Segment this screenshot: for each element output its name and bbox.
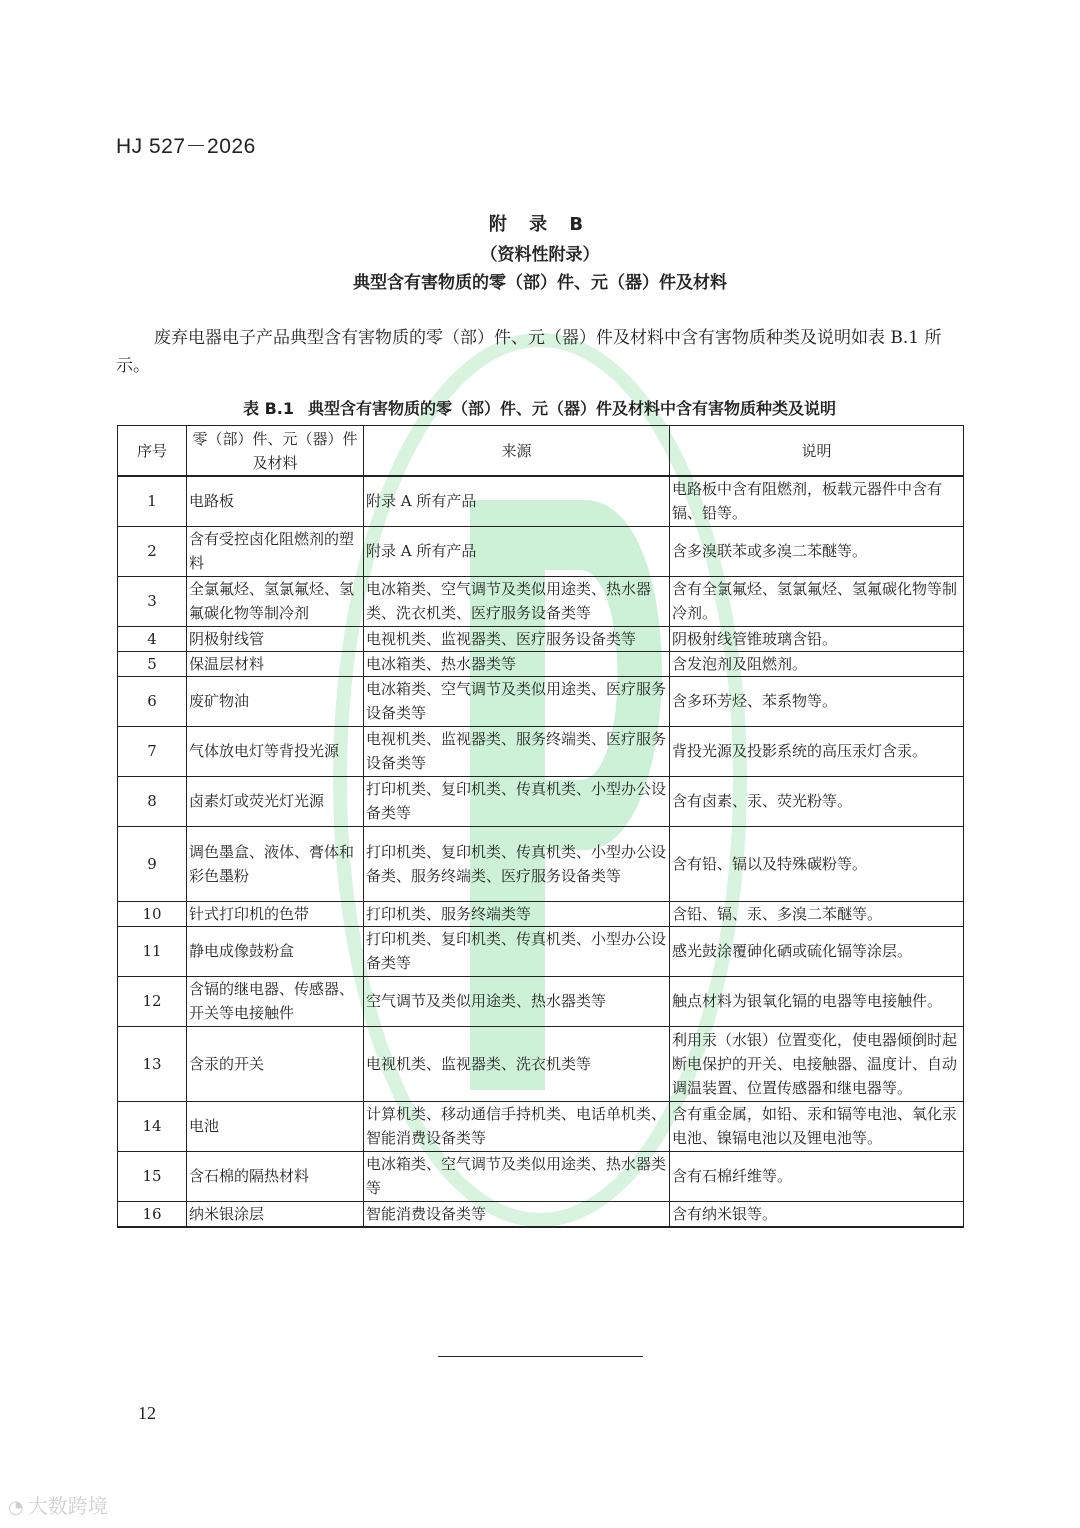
cell-no: 6: [118, 676, 187, 726]
table-caption-title: 典型含有害物质的零（部）件、元（器）件及材料中含有害物质种类及说明: [307, 399, 836, 418]
cell-description: 感光鼓涂覆砷化硒或硫化镉等涂层。: [670, 926, 964, 976]
cell-no: 5: [118, 651, 187, 676]
cell-part: 卤素灯或荧光灯光源: [187, 776, 364, 826]
cell-source: 打印机类、复印机类、传真机类、小型办公设备类、服务终端类、医疗服务设备类等: [364, 826, 670, 901]
cell-source: 空气调节及类似用途类、热水器类等: [364, 976, 670, 1026]
cell-description: 电路板中含有阻燃剂，板载元器件中含有镉、铅等。: [670, 476, 964, 526]
cell-description: 触点材料为银氧化镉的电器等电接触件。: [670, 976, 964, 1026]
table-row: [118, 726, 964, 776]
cell-source: 智能消费设备类等: [364, 1201, 670, 1227]
header-description: 说明: [670, 426, 964, 477]
table-row: [118, 576, 964, 626]
cell-part: 调色墨盒、液体、膏体和彩色墨粉: [187, 826, 364, 901]
table-row: [118, 1101, 964, 1151]
cell-part: 保温层材料: [187, 651, 364, 676]
table-header-row: [118, 426, 964, 477]
cell-no: 8: [118, 776, 187, 826]
cell-no: 13: [118, 1026, 187, 1101]
table-caption-number: 表 B.1: [243, 399, 294, 418]
brand-chat-icon: ◔: [8, 1497, 24, 1518]
table-row: [118, 976, 964, 1026]
cell-description: 含铅、镉、汞、多溴二苯醚等。: [670, 901, 964, 926]
cell-source: 电冰箱类、空气调节及类似用途类、热水器类、洗衣机类、医疗服务设备类等: [364, 576, 670, 626]
cell-part: 针式打印机的色带: [187, 901, 364, 926]
cell-source: 电冰箱类、空气调节及类似用途类、医疗服务设备类等: [364, 676, 670, 726]
table-row: [118, 1151, 964, 1201]
table-row: [118, 476, 964, 526]
cell-description: 背投光源及投影系统的高压汞灯含汞。: [670, 726, 964, 776]
cell-description: 含有全氯氟烃、氢氯氟烃、氢氟碳化物等制冷剂。: [670, 576, 964, 626]
cell-part: 纳米银涂层: [187, 1201, 364, 1227]
table-row: [118, 776, 964, 826]
cell-source: 电冰箱类、空气调节及类似用途类、热水器类等: [364, 1151, 670, 1201]
appendix-kind: （资料性附录）: [480, 245, 600, 265]
cell-no: 4: [118, 626, 187, 651]
cell-part: 气体放电灯等背投光源: [187, 726, 364, 776]
header-part: 零（部）件、元（器）件及材料: [187, 426, 364, 477]
table-row: [118, 1026, 964, 1101]
table-row: [118, 901, 964, 926]
cell-part: 含石棉的隔热材料: [187, 1151, 364, 1201]
cell-description: 含有重金属，如铅、汞和镉等电池、氧化汞电池、镍镉电池以及锂电池等。: [670, 1101, 964, 1151]
cell-source: 电视机类、监视器类、洗衣机类等: [364, 1026, 670, 1101]
table-row: [118, 651, 964, 676]
cell-description: 含多溴联苯或多溴二苯醚等。: [670, 526, 964, 576]
table-row: [118, 626, 964, 651]
cell-description: 阴极射线管锥玻璃含铅。: [670, 626, 964, 651]
cell-description: 含有卤素、汞、荧光粉等。: [670, 776, 964, 826]
brand-name: 大数跨境: [27, 1494, 108, 1518]
cell-description: 利用汞（水银）位置变化，使电器倾倒时起断电保护的开关、电接触器、温度计、自动调温装置、位置传感器和继电器等。: [670, 1026, 964, 1101]
cell-source: 电视机类、监视器类、医疗服务设备类等: [364, 626, 670, 651]
cell-description: 含多环芳烃、苯系物等。: [670, 676, 964, 726]
cell-no: 1: [118, 476, 187, 526]
cell-part: 电池: [187, 1101, 364, 1151]
cell-no: 10: [118, 901, 187, 926]
header-source: 来源: [364, 426, 670, 477]
brand-watermark: [8, 1490, 108, 1519]
cell-part: 静电成像鼓粉盒: [187, 926, 364, 976]
table-row: [118, 926, 964, 976]
cell-source: 打印机类、复印机类、传真机类、小型办公设备类等: [364, 926, 670, 976]
cell-description: 含有纳米银等。: [670, 1201, 964, 1227]
cell-part: 全氯氟烃、氢氯氟烃、氢氟碳化物等制冷剂: [187, 576, 364, 626]
cell-part: 含汞的开关: [187, 1026, 364, 1101]
table-row: [118, 826, 964, 901]
appendix-label: 附 录 B: [488, 214, 592, 235]
header-no: 序号: [118, 426, 187, 477]
table-caption: [116, 396, 963, 419]
cell-source: 计算机类、移动通信手持机类、电话单机类、智能消费设备类等: [364, 1101, 670, 1151]
end-divider: [438, 1356, 643, 1357]
cell-no: 9: [118, 826, 187, 901]
cell-source: 附录 A 所有产品: [364, 476, 670, 526]
cell-no: 11: [118, 926, 187, 976]
cell-source: 打印机类、复印机类、传真机类、小型办公设备类等: [364, 776, 670, 826]
cell-part: 含镉的继电器、传感器、开关等电接触件: [187, 976, 364, 1026]
cell-no: 2: [118, 526, 187, 576]
intro-paragraph: 废弃电器电子产品典型含有害物质的零（部）件、元（器）件及材料中含有害物质种类及说明如表 B.1 所示。: [116, 328, 942, 376]
cell-no: 16: [118, 1201, 187, 1227]
standard-code: HJ 527－2026: [116, 135, 256, 158]
cell-no: 3: [118, 576, 187, 626]
appendix-title: 典型含有害物质的零（部）件、元（器）件及材料: [353, 273, 727, 293]
cell-part: 废矿物油: [187, 676, 364, 726]
hazardous-parts-table: [117, 425, 964, 1228]
cell-part: 阴极射线管: [187, 626, 364, 651]
cell-part: 电路板: [187, 476, 364, 526]
cell-description: 含发泡剂及阻燃剂。: [670, 651, 964, 676]
cell-description: 含有石棉纤维等。: [670, 1151, 964, 1201]
cell-no: 12: [118, 976, 187, 1026]
table-row: [118, 1201, 964, 1227]
cell-part: 含有受控卤化阻燃剂的塑料: [187, 526, 364, 576]
page-number: 12: [138, 1403, 156, 1423]
cell-source: 打印机类、服务终端类等: [364, 901, 670, 926]
table-row: [118, 526, 964, 576]
cell-no: 15: [118, 1151, 187, 1201]
cell-source: 电冰箱类、热水器类等: [364, 651, 670, 676]
cell-source: 电视机类、监视器类、服务终端类、医疗服务设备类等: [364, 726, 670, 776]
cell-description: 含有铅、镉以及特殊碳粉等。: [670, 826, 964, 901]
cell-source: 附录 A 所有产品: [364, 526, 670, 576]
cell-no: 7: [118, 726, 187, 776]
table-row: [118, 676, 964, 726]
cell-no: 14: [118, 1101, 187, 1151]
